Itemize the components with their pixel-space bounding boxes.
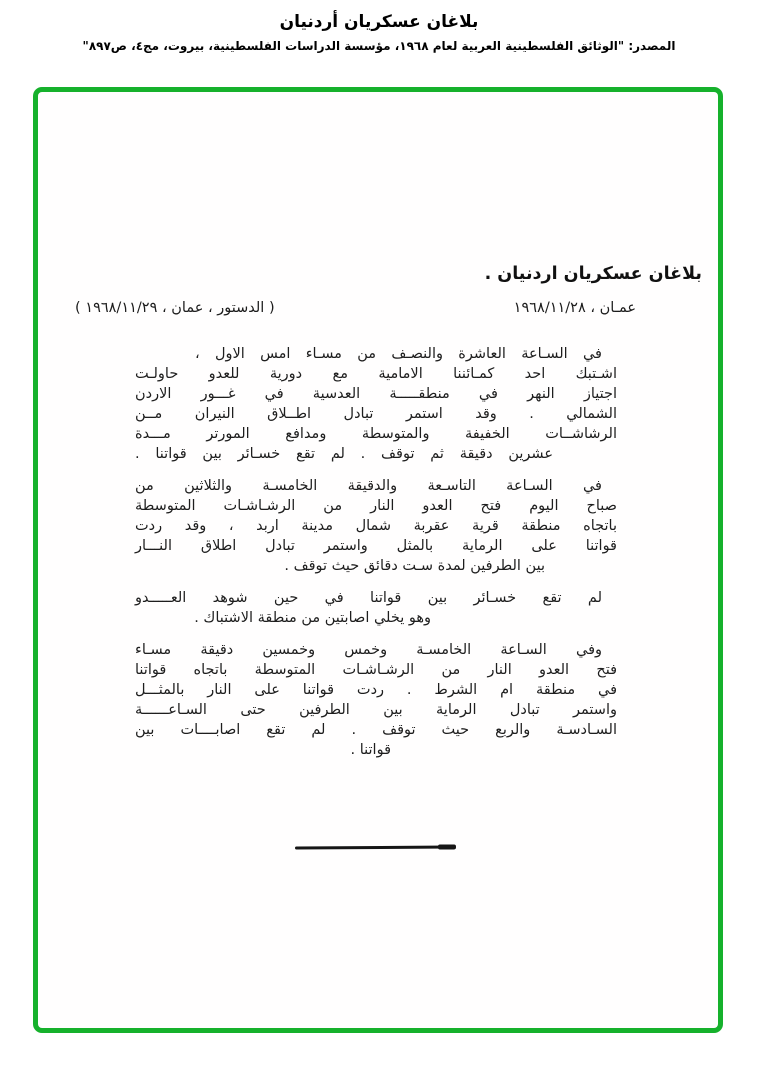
text-line: وفي السـاعة الخامسـة وخمس وخمسين دقيقة مسـاء <box>135 642 602 658</box>
communique-body <box>135 344 617 760</box>
text-line: الشمالي . وقد استمر تبادل اطــلاق النيران مــن <box>135 406 617 422</box>
text-line: لم تقع خسـائر بين قواتنا في حين شوهد العـــــدو <box>135 590 602 606</box>
text-line: في السـاعة التاسـعة والدقيقة الخامسـة والثلاثين من <box>135 478 602 494</box>
document-scan-frame <box>33 87 723 1033</box>
communique-paragraph <box>135 476 617 576</box>
communique-paragraph <box>135 344 617 464</box>
page-title: بلاغان عسكريان أردنيان <box>279 12 479 32</box>
communique-paragraph <box>135 640 617 760</box>
text-line: فتح العدو النار من الرشـاشـات المتوسطة باتجاه قواتنا <box>135 662 617 678</box>
text-line: اجتياز النهر في منطقـــــة العدسية في غـــور الاردن <box>135 386 617 402</box>
text-line: الرشاشــات الخفيفة والمتوسطة ومدافع المورتر مـــدة <box>135 426 617 442</box>
source-citation: المصدر: "الوثائق الفلسطينية العربية لعام ١٩٦٨، مؤسسة الدراسات الفلسطينية، بيروت، مج٤، ص٨٩٧" <box>82 39 676 53</box>
communique-title: بلاغان عسكريان اردنيان . <box>484 264 702 284</box>
text-line: وهو يخلي اصابتين من منطقة الاشتباك . <box>194 610 431 626</box>
page-header <box>0 12 758 53</box>
dateline-newspaper-citation: ( الدستور ، عمان ، ١٩٦٨/١١/٢٩ ) <box>75 300 275 316</box>
text-line: بين الطرفين لمدة سـت دقائق حيث توقف . <box>284 558 545 574</box>
text-line: في السـاعة العاشرة والنصـف من مسـاء امس الاول ، <box>195 346 602 362</box>
scan-artifact-line <box>295 845 452 849</box>
text-line: باتجاه منطقة قرية عقربة شمال مدينة اربد ، وقد ردت <box>135 518 617 534</box>
text-line: في منطقة ام الشرط . ردت قواتنا على النار بالمثـــل <box>135 682 617 698</box>
text-line: اشـتبك احد كمـائننا الامامية مع دورية للعدو حاولـت <box>135 366 617 382</box>
text-line: قواتنا على الرماية بالمثل واستمر تبادل اطلاق النـــار <box>135 538 617 554</box>
text-line: السـادسـة والربع حيث توقف . لم تقع اصابــــات بين <box>135 722 617 738</box>
text-line: قواتنا . <box>350 742 391 758</box>
communique-paragraph <box>135 588 617 628</box>
text-line: عشرين دقيقة ثم توقف . لم تقع خسـائر بين قواتنا . <box>135 446 553 462</box>
text-line: صباح اليوم فتح العدو النار من الرشـاشـات المتوسطة <box>135 498 617 514</box>
dateline-city-date: عمـان ، ١٩٦٨/١١/٢٨ <box>513 300 636 316</box>
text-line: واستمر تبادل الرماية بين الطرفين حتى السـاعــــــة <box>135 702 617 718</box>
